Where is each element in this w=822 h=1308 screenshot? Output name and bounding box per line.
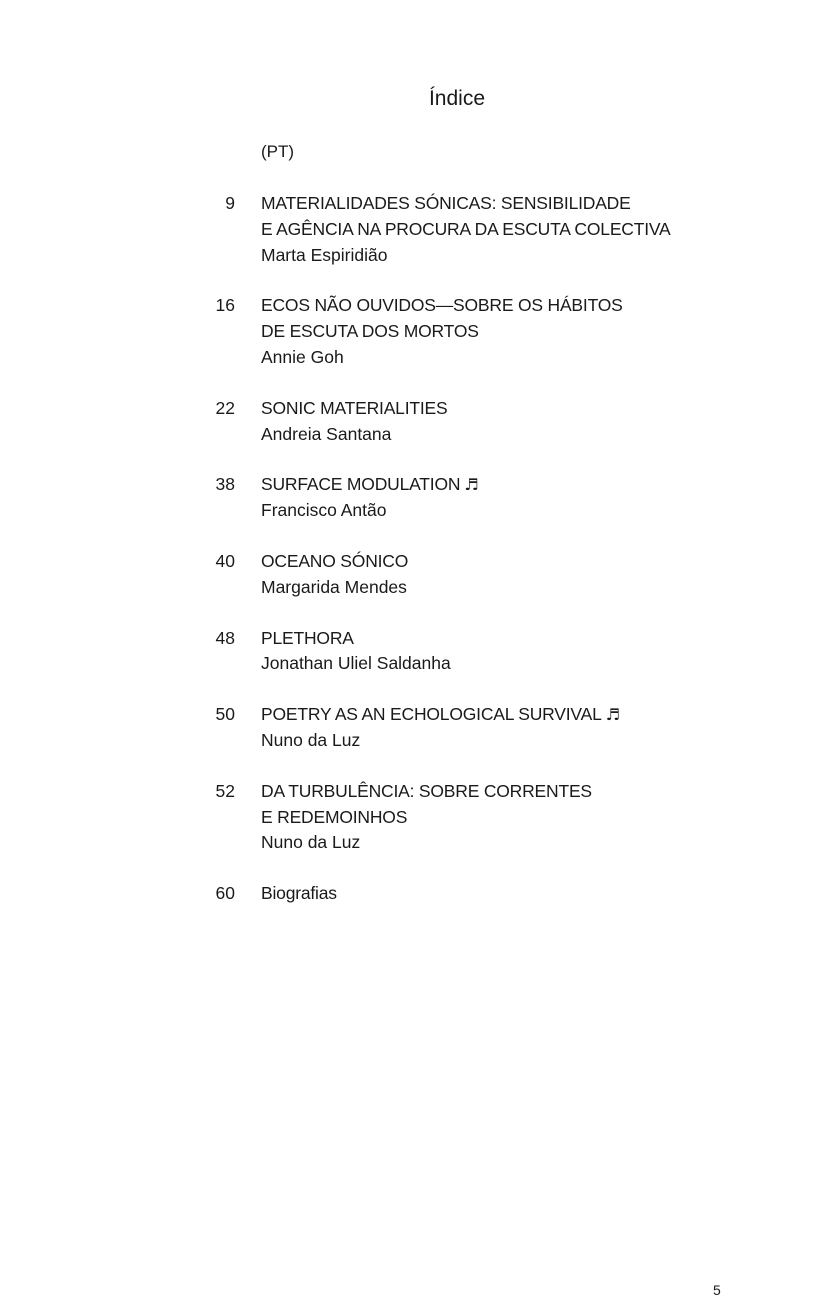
toc-entry-body bbox=[261, 293, 741, 370]
toc-author: Margarida Mendes bbox=[261, 576, 407, 597]
toc-page-number: 38 bbox=[215, 474, 235, 495]
toc-entry[interactable] bbox=[0, 293, 822, 370]
toc-page-number: 50 bbox=[215, 704, 235, 725]
toc-entry[interactable] bbox=[0, 779, 822, 856]
toc-entry[interactable] bbox=[0, 472, 822, 524]
toc-title-line bbox=[261, 293, 741, 319]
toc-title-text: DE ESCUTA DOS MORTOS bbox=[261, 321, 479, 342]
toc-title-text: Biografias bbox=[261, 883, 337, 904]
toc-author: Jonathan Uliel Saldanha bbox=[261, 653, 451, 674]
table-of-contents bbox=[0, 191, 822, 932]
toc-title-line bbox=[261, 396, 741, 422]
toc-title-line bbox=[261, 217, 741, 243]
toc-author: Francisco Antão bbox=[261, 500, 387, 521]
toc-title-text: MATERIALIDADES SÓNICAS: SENSIBILIDADE bbox=[261, 193, 631, 213]
toc-author: Andreia Santana bbox=[261, 423, 392, 444]
toc-author: Annie Goh bbox=[261, 346, 344, 367]
toc-entry-body bbox=[261, 779, 741, 856]
toc-entry-body bbox=[261, 881, 741, 907]
toc-entry-body bbox=[261, 702, 741, 754]
toc-author: Marta Espiridião bbox=[261, 244, 388, 265]
toc-title-line bbox=[261, 549, 741, 575]
toc-page-number: 52 bbox=[215, 780, 235, 801]
music-note-icon: ♬ bbox=[605, 705, 620, 725]
toc-title-text: POETRY AS AN ECHOLOGICAL SURVIVAL bbox=[261, 704, 602, 725]
toc-author: Nuno da Luz bbox=[261, 729, 361, 750]
toc-entry[interactable] bbox=[0, 191, 822, 268]
toc-title-line bbox=[261, 702, 741, 728]
toc-title-line bbox=[261, 472, 741, 498]
toc-entry-body bbox=[261, 396, 741, 448]
toc-author: Nuno da Luz bbox=[261, 832, 361, 853]
toc-page-number: 60 bbox=[215, 883, 235, 904]
toc-title-line bbox=[261, 191, 741, 217]
toc-title-text: E REDEMOINHOS bbox=[261, 806, 408, 827]
page-title: Índice bbox=[428, 87, 486, 110]
toc-title-text: SURFACE MODULATION bbox=[261, 474, 461, 495]
toc-title-line bbox=[261, 779, 741, 805]
toc-page-number: 22 bbox=[215, 397, 235, 418]
toc-entry[interactable] bbox=[0, 396, 822, 448]
toc-entry[interactable] bbox=[0, 549, 822, 601]
toc-title-line bbox=[261, 626, 741, 652]
toc-title-text: ECOS NÃO OUVIDOS—SOBRE OS HÁBITOS bbox=[261, 295, 623, 316]
toc-title-line bbox=[261, 319, 741, 345]
toc-entry-body bbox=[261, 549, 741, 601]
toc-title-text: DA TURBULÊNCIA: SOBRE CORRENTES bbox=[261, 780, 592, 801]
toc-page-number: 48 bbox=[215, 627, 235, 648]
language-label: (PT) bbox=[261, 142, 295, 161]
toc-entry-body bbox=[261, 626, 741, 678]
toc-entry[interactable] bbox=[0, 702, 822, 754]
toc-entry-body bbox=[261, 472, 741, 524]
toc-title-text: SONIC MATERIALITIES bbox=[261, 397, 448, 418]
toc-title-line bbox=[261, 805, 741, 831]
toc-page-number: 16 bbox=[215, 295, 235, 316]
toc-entry[interactable] bbox=[0, 626, 822, 678]
toc-entry-body bbox=[261, 191, 741, 268]
toc-page-number: 40 bbox=[215, 550, 235, 571]
page-number: 5 bbox=[713, 1282, 721, 1298]
toc-title-text: PLETHORA bbox=[261, 627, 354, 648]
toc-title-text: OCEANO SÓNICO bbox=[261, 550, 409, 571]
toc-page-number: 9 bbox=[225, 193, 235, 213]
toc-title-text: E AGÊNCIA NA PROCURA DA ESCUTA COLECTIVA bbox=[261, 218, 671, 239]
toc-title-line bbox=[261, 881, 741, 907]
toc-entry[interactable] bbox=[0, 881, 822, 907]
music-note-icon: ♬ bbox=[464, 475, 479, 495]
